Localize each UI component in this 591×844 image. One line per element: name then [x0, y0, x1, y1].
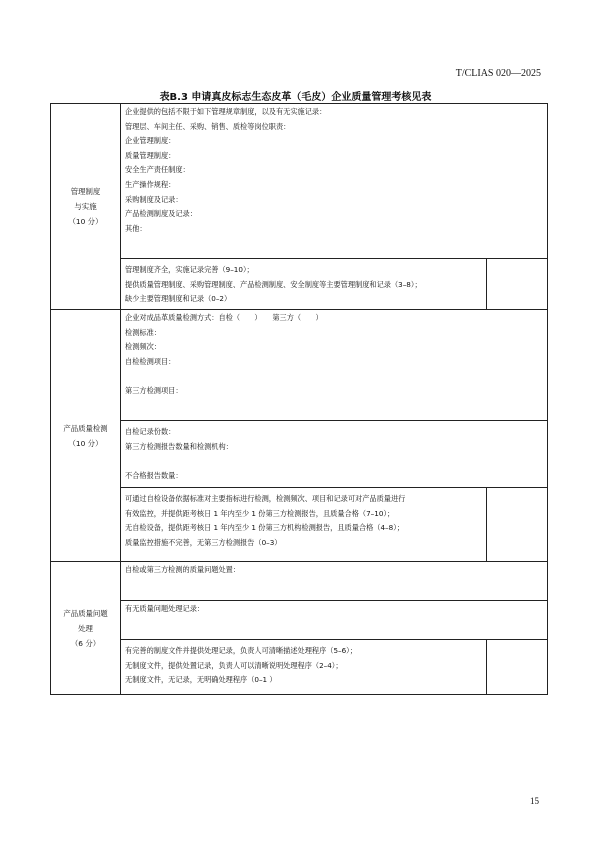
- category-label: 管理制度: [70, 187, 101, 196]
- info-line: 自检检测项目：: [125, 356, 176, 366]
- info-line: 有无质量问题处理记录：: [125, 604, 205, 613]
- info-line: 自检或第三方检测的质量问题处置：: [125, 565, 241, 574]
- blank-line: [125, 369, 543, 384]
- info-line: 第三方检测报告数量和检测机构：: [125, 441, 233, 451]
- info-line: 产品检测制度及记录：: [125, 209, 197, 219]
- criteria-cell: [121, 640, 487, 695]
- info-line: 其他：: [125, 223, 147, 233]
- category-score: （10 分）: [68, 217, 103, 226]
- category-cell: [51, 104, 121, 310]
- table-row: [51, 562, 548, 601]
- info-line: 第三方检测项目：: [125, 385, 183, 395]
- criteria-line: 质量监控措施不完善，无第三方检测报告（0–3）: [125, 537, 282, 547]
- table-row: [51, 421, 548, 488]
- score-cell: [487, 259, 548, 310]
- criteria-line: 有完善的制度文件并提供处理记录，负责人可清晰描述处理程序（5–6）；: [125, 646, 357, 655]
- info-cell: [121, 601, 548, 640]
- criteria-line: 提供质量管理制度、采购管理制度、产品检测制度、安全制度等主要管理制度和记录（3–8）；: [125, 279, 422, 289]
- score-cell: [487, 488, 548, 562]
- category-score: （10 分）: [68, 438, 103, 448]
- table-row: [51, 104, 548, 259]
- category-label: 处理: [78, 623, 93, 633]
- table-row: [51, 259, 548, 310]
- score-cell: [487, 640, 548, 695]
- info-cell: [121, 310, 548, 421]
- info-cell: [121, 104, 548, 259]
- category-cell: [51, 562, 121, 695]
- info-line: 生产操作规程：: [125, 179, 176, 189]
- info-line: 企业提供的包括不限于如下管理规章制度，以及有无实施记录：: [125, 107, 327, 116]
- info-line: 不合格报告数量：: [125, 470, 183, 480]
- category-label: 产品质量检测: [63, 423, 108, 433]
- info-line: 企业对成品革质量检测方式：自检（ ） 第三方（ ）: [125, 313, 323, 322]
- category-cell: [51, 310, 121, 562]
- table-row: [51, 488, 548, 562]
- info-line: 检测标准：: [125, 327, 161, 337]
- criteria-line: 无自检设备，提供距考核日 1 年内至少 1 份第三方机构检测报告，且质量合格（4–8）；: [125, 523, 404, 533]
- info-line: 采购制度及记录：: [125, 194, 183, 204]
- info-cell: [121, 562, 548, 601]
- table-row: [51, 601, 548, 640]
- table-row: [51, 640, 548, 695]
- assessment-table: [50, 103, 548, 695]
- criteria-line: 有效监控，并提供距考核日 1 年内至少 1 份第三方检测报告，且质量合格（7–10）；: [125, 508, 395, 518]
- page-number: 15: [530, 796, 539, 806]
- info-line: 自检记录份数：: [125, 427, 176, 436]
- blank-line: [125, 454, 543, 469]
- info-line: 安全生产责任制度：: [125, 165, 190, 175]
- category-score: （6 分）: [70, 638, 101, 648]
- criteria-line: 可通过自检设备依据标准对主要指标进行检测，检测频次、项目和记录可对产品质量进行: [125, 494, 406, 503]
- criteria-cell: [121, 259, 487, 310]
- criteria-line: 无制度文件，提供处置记录，负责人可以清晰说明处理程序（2–4）；: [125, 660, 343, 670]
- category-label: 与实施: [74, 202, 97, 211]
- info-line: 企业管理制度：: [125, 136, 176, 146]
- info-line: 质量管理制度：: [125, 150, 176, 160]
- table-row: [51, 310, 548, 421]
- criteria-cell: [121, 488, 487, 562]
- criteria-line: 缺少主要管理制度和记录（0–2）: [125, 294, 232, 304]
- category-label: 产品质量问题: [63, 608, 108, 618]
- info-line: 检测频次：: [125, 342, 161, 352]
- criteria-line: 管理制度齐全，实施记录完善（9–10）；: [125, 265, 254, 274]
- info-cell: [121, 421, 548, 488]
- table-title: 表B.3 申请真皮标志生态皮革（毛皮）企业质量管理考核见表: [159, 92, 432, 103]
- standard-code: T/CLIAS 020—2025: [455, 68, 541, 79]
- criteria-line: 无制度文件，无记录，无明确处理程序（0–1 ）: [125, 675, 277, 685]
- info-line: 管理层、车间主任、采购、销售、质检等岗位职责：: [125, 121, 291, 131]
